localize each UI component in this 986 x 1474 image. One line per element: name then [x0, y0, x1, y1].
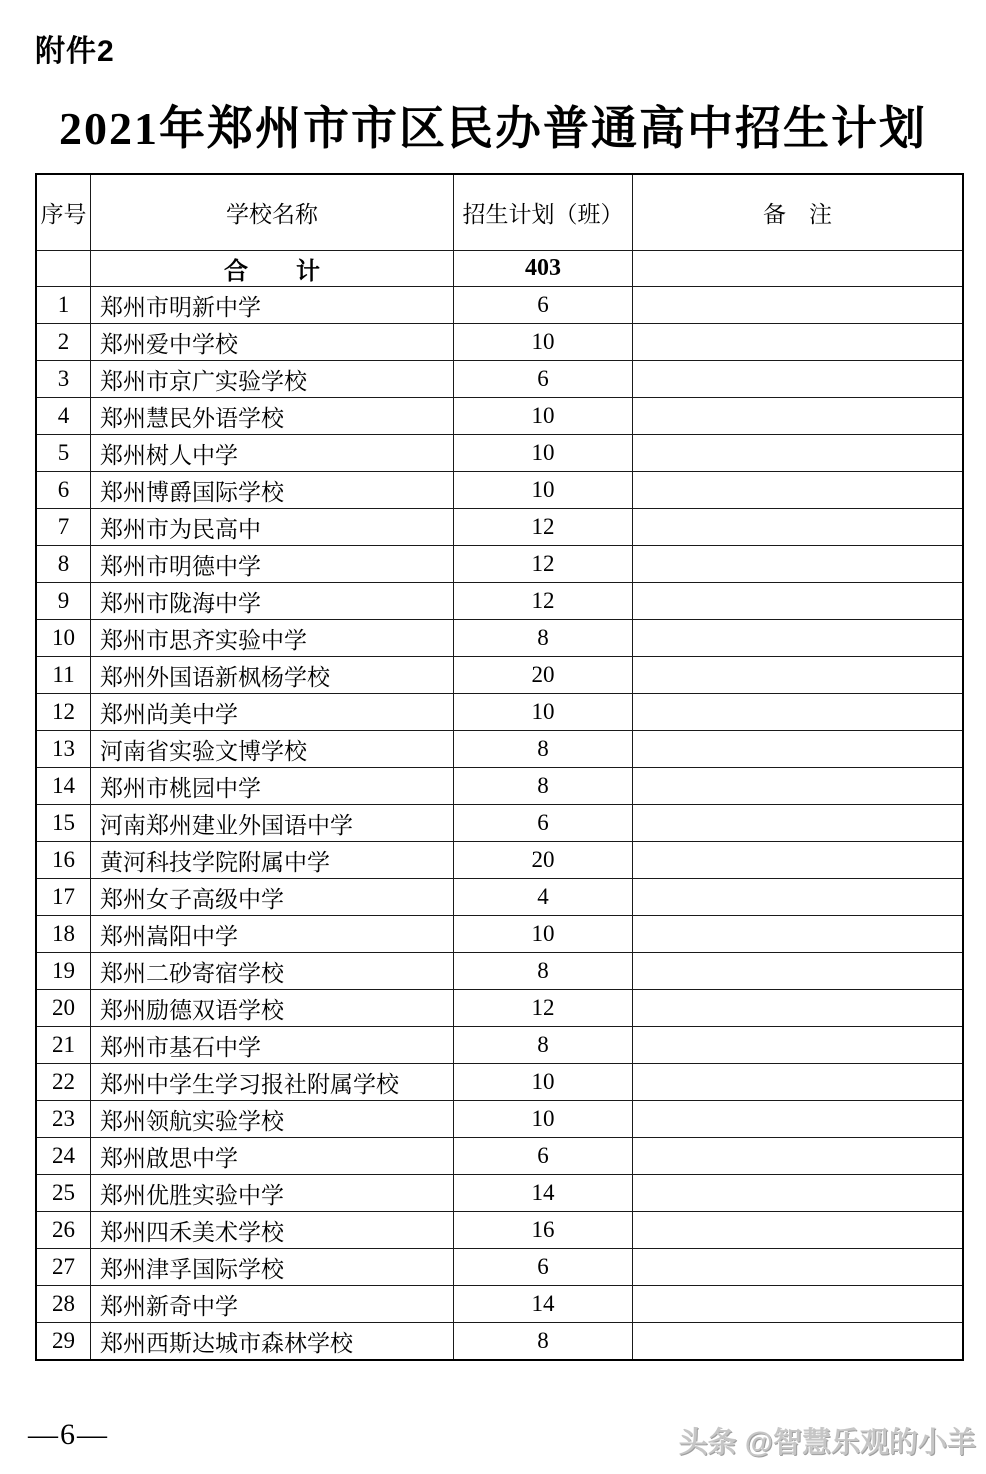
cell-school-name: 郑州啟思中学 — [91, 1138, 454, 1175]
table-row — [36, 1175, 963, 1212]
cell-plan-value: 12 — [454, 990, 633, 1027]
page-title: 2021年郑州市市区民办普通高中招生计划 — [59, 103, 927, 154]
table-row — [36, 324, 963, 361]
cell-row-number: 21 — [36, 1027, 91, 1064]
cell-plan-value: 6 — [454, 361, 633, 398]
cell-remark — [633, 435, 964, 472]
cell-row-number: 11 — [36, 657, 91, 694]
cell-row-number: 9 — [36, 583, 91, 620]
cell-plan-value: 10 — [454, 916, 633, 953]
cell-remark — [633, 1212, 964, 1249]
header-cell-remark: 备 注 — [633, 174, 964, 251]
cell-school-name: 郑州市基石中学 — [91, 1027, 454, 1064]
cell-remark — [633, 879, 964, 916]
table-row — [36, 620, 963, 657]
cell-school-name: 河南郑州建业外国语中学 — [91, 805, 454, 842]
cell-school-name: 郑州市桃园中学 — [91, 768, 454, 805]
cell-row-number: 8 — [36, 546, 91, 583]
table-row — [36, 1138, 963, 1175]
cell-plan-value: 6 — [454, 805, 633, 842]
table-header — [36, 174, 963, 251]
cell-school-name: 郑州外国语新枫杨学校 — [91, 657, 454, 694]
cell-row-number: 2 — [36, 324, 91, 361]
enrollment-plan-table — [35, 173, 964, 1361]
cell-school-name: 郑州爱中学校 — [91, 324, 454, 361]
cell-school-name: 郑州女子高级中学 — [91, 879, 454, 916]
table-row — [36, 583, 963, 620]
cell-row-number: 24 — [36, 1138, 91, 1175]
cell-school-name: 郑州尚美中学 — [91, 694, 454, 731]
cell-row-number: 20 — [36, 990, 91, 1027]
cell-plan-value: 6 — [454, 1138, 633, 1175]
cell-remark — [633, 620, 964, 657]
header-cell-plan: 招生计划（班） — [454, 174, 633, 251]
cell-row-number: 29 — [36, 1323, 91, 1361]
cell-remark — [633, 768, 964, 805]
table-row — [36, 1323, 963, 1361]
cell-remark — [633, 583, 964, 620]
table-body — [36, 251, 963, 1361]
cell-remark — [633, 1138, 964, 1175]
cell-school-name: 郑州市京广实验学校 — [91, 361, 454, 398]
cell-remark — [633, 1101, 964, 1138]
cell-school-name: 郑州二砂寄宿学校 — [91, 953, 454, 990]
cell-row-number: 12 — [36, 694, 91, 731]
total-row — [36, 251, 963, 287]
cell-row-number: 15 — [36, 805, 91, 842]
cell-plan-value: 8 — [454, 953, 633, 990]
cell-remark — [633, 1323, 964, 1361]
watermark: 头条 @智慧乐观的小羊 — [678, 1427, 976, 1459]
cell-school-name: 郑州西斯达城市森林学校 — [91, 1323, 454, 1361]
table-row — [36, 916, 963, 953]
cell-row-number: 17 — [36, 879, 91, 916]
cell-row-number: 26 — [36, 1212, 91, 1249]
cell-plan-value: 10 — [454, 694, 633, 731]
cell-remark — [633, 1249, 964, 1286]
cell-school-name: 郑州津孚国际学校 — [91, 1249, 454, 1286]
cell-school-name: 郑州市为民高中 — [91, 509, 454, 546]
cell-row-number: 13 — [36, 731, 91, 768]
table-row — [36, 842, 963, 879]
cell-school-name: 郑州市明德中学 — [91, 546, 454, 583]
cell-plan-value: 10 — [454, 398, 633, 435]
table-row — [36, 546, 963, 583]
cell-plan-value: 12 — [454, 509, 633, 546]
total-cell-no — [36, 251, 91, 287]
cell-row-number: 18 — [36, 916, 91, 953]
cell-remark — [633, 287, 964, 324]
cell-remark — [633, 472, 964, 509]
cell-plan-value: 14 — [454, 1175, 633, 1212]
cell-row-number: 10 — [36, 620, 91, 657]
cell-remark — [633, 398, 964, 435]
cell-plan-value: 8 — [454, 1027, 633, 1064]
attachment-label: 附件2 — [35, 35, 115, 68]
cell-school-name: 郑州市陇海中学 — [91, 583, 454, 620]
table-row — [36, 1249, 963, 1286]
cell-row-number: 7 — [36, 509, 91, 546]
cell-row-number: 6 — [36, 472, 91, 509]
table-row — [36, 731, 963, 768]
cell-plan-value: 8 — [454, 1323, 633, 1361]
cell-school-name: 郑州慧民外语学校 — [91, 398, 454, 435]
cell-remark — [633, 953, 964, 990]
table-row — [36, 768, 963, 805]
cell-plan-value: 16 — [454, 1212, 633, 1249]
cell-school-name: 郑州市思齐实验中学 — [91, 620, 454, 657]
cell-remark — [633, 805, 964, 842]
page-number: —6— — [28, 1418, 109, 1451]
table-row — [36, 435, 963, 472]
cell-remark — [633, 842, 964, 879]
cell-plan-value: 4 — [454, 879, 633, 916]
total-cell-label: 合 计 — [91, 251, 454, 287]
cell-plan-value: 8 — [454, 620, 633, 657]
cell-plan-value: 10 — [454, 1064, 633, 1101]
table-row — [36, 657, 963, 694]
cell-school-name: 郑州优胜实验中学 — [91, 1175, 454, 1212]
cell-school-name: 郑州嵩阳中学 — [91, 916, 454, 953]
cell-row-number: 4 — [36, 398, 91, 435]
table-row — [36, 1027, 963, 1064]
cell-remark — [633, 1064, 964, 1101]
total-cell-remark — [633, 251, 964, 287]
cell-row-number: 14 — [36, 768, 91, 805]
table-row — [36, 805, 963, 842]
table-row — [36, 287, 963, 324]
cell-plan-value: 12 — [454, 583, 633, 620]
cell-school-name: 郑州树人中学 — [91, 435, 454, 472]
cell-row-number: 5 — [36, 435, 91, 472]
table-row — [36, 398, 963, 435]
cell-plan-value: 12 — [454, 546, 633, 583]
cell-remark — [633, 1175, 964, 1212]
cell-remark — [633, 1027, 964, 1064]
cell-school-name: 河南省实验文博学校 — [91, 731, 454, 768]
cell-row-number: 23 — [36, 1101, 91, 1138]
header-cell-school: 学校名称 — [91, 174, 454, 251]
cell-plan-value: 10 — [454, 472, 633, 509]
header-cell-no: 序号 — [36, 174, 91, 251]
cell-remark — [633, 324, 964, 361]
cell-school-name: 郑州领航实验学校 — [91, 1101, 454, 1138]
cell-plan-value: 8 — [454, 731, 633, 768]
cell-row-number: 22 — [36, 1064, 91, 1101]
cell-plan-value: 20 — [454, 657, 633, 694]
cell-plan-value: 10 — [454, 324, 633, 361]
table-row — [36, 694, 963, 731]
table-row — [36, 472, 963, 509]
total-cell-value: 403 — [454, 251, 633, 287]
table-row — [36, 1064, 963, 1101]
cell-plan-value: 6 — [454, 1249, 633, 1286]
cell-school-name: 郑州中学生学习报社附属学校 — [91, 1064, 454, 1101]
cell-school-name: 郑州博爵国际学校 — [91, 472, 454, 509]
cell-plan-value: 8 — [454, 768, 633, 805]
table-row — [36, 509, 963, 546]
cell-remark — [633, 546, 964, 583]
cell-school-name: 郑州市明新中学 — [91, 287, 454, 324]
table-row — [36, 1212, 963, 1249]
cell-remark — [633, 361, 964, 398]
cell-remark — [633, 916, 964, 953]
cell-school-name: 黄河科技学院附属中学 — [91, 842, 454, 879]
table-row — [36, 990, 963, 1027]
cell-row-number: 3 — [36, 361, 91, 398]
cell-school-name: 郑州四禾美术学校 — [91, 1212, 454, 1249]
cell-row-number: 1 — [36, 287, 91, 324]
cell-row-number: 16 — [36, 842, 91, 879]
table-row — [36, 879, 963, 916]
table-row — [36, 1286, 963, 1323]
cell-row-number: 25 — [36, 1175, 91, 1212]
cell-remark — [633, 509, 964, 546]
cell-plan-value: 6 — [454, 287, 633, 324]
cell-remark — [633, 1286, 964, 1323]
table-row — [36, 1101, 963, 1138]
table-row — [36, 361, 963, 398]
cell-school-name: 郑州励德双语学校 — [91, 990, 454, 1027]
cell-row-number: 28 — [36, 1286, 91, 1323]
table-row — [36, 953, 963, 990]
cell-plan-value: 20 — [454, 842, 633, 879]
table-header-row — [36, 174, 963, 251]
cell-plan-value: 14 — [454, 1286, 633, 1323]
cell-remark — [633, 657, 964, 694]
cell-plan-value: 10 — [454, 1101, 633, 1138]
cell-remark — [633, 990, 964, 1027]
cell-row-number: 27 — [36, 1249, 91, 1286]
cell-remark — [633, 694, 964, 731]
cell-plan-value: 10 — [454, 435, 633, 472]
cell-row-number: 19 — [36, 953, 91, 990]
cell-school-name: 郑州新奇中学 — [91, 1286, 454, 1323]
cell-remark — [633, 731, 964, 768]
